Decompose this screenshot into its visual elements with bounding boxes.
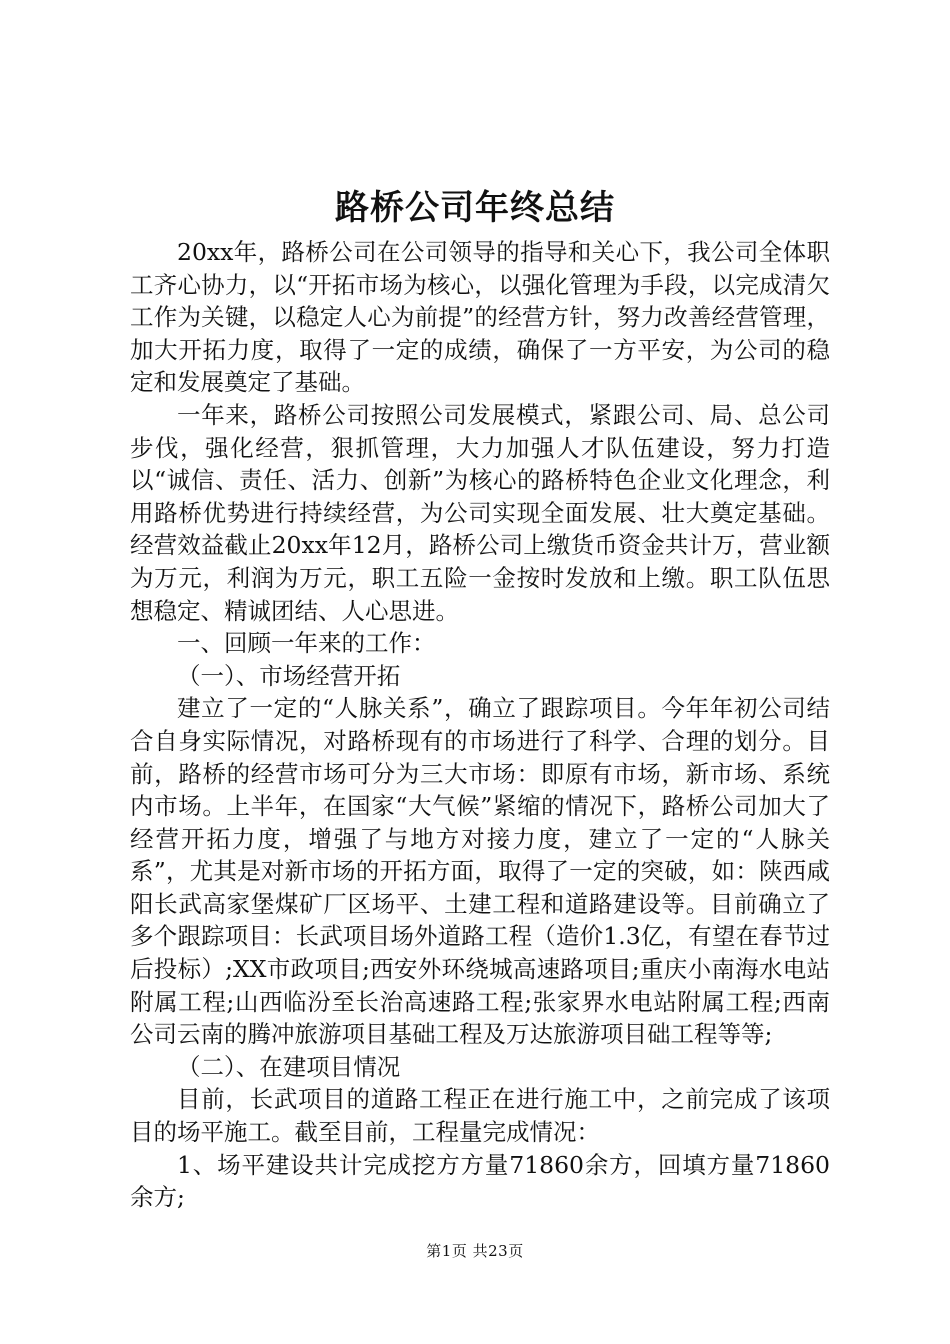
page-footer: 第1页 共23页 [426, 1242, 524, 1260]
paragraph: 建立了一定的“人脉关系”，确立了跟踪项目。今年年初公司结合自身实际情况，对路桥现有的市场进行了科学、合理的划分。目前，路桥的经营市场可分为三大市场：即原有市场，新市场、系统内市场。上半年，在国家“大气候”紧缩的情况下，路桥公司加大了经营开拓力度，增强了与地方对接力度，建立了一定的“人脉关系”，尤其是对新市场的开拓方面，取得了一定的突破，如：陕西咸阳长武高家堡煤矿厂区场平、土建工程和道路建设等。目前确立了多个跟踪项目：长武项目场外道路工程（造价1.3亿，有望在春节过后投标）;XX市政项目;西安外环绕城高速路项目;重庆小南海水电站附属工程;山西临汾至长治高速路工程;张家界水电站附属工程;西南公司云南的腾冲旅游项目基础工程及万达旅游项目础工程等等; [130, 694, 830, 1049]
document-body [130, 236, 830, 1214]
paragraph: 20xx年，路桥公司在公司领导的指导和关心下，我公司全体职工齐心协力，以“开拓市场为核心，以强化管理为手段，以完成清欠工作为关键，以稳定人心为前提”的经营方针，努力改善经营管理，加大开拓力度，取得了一定的成绩，确保了一方平安，为公司的稳定和发展奠定了基础。 [130, 238, 830, 397]
paragraph: 一年来，路桥公司按照公司发展模式，紧跟公司、局、总公司步伐，强化经营，狠抓管理，大力加强人才队伍建设，努力打造以“诚信、责任、活力、创新”为核心的路桥特色企业文化理念，利用路桥优势进行持续经营，为公司实现全面发展、壮大奠定基础。经营效益截止20xx年12月，路桥公司上缴货币资金共计万，营业额为万元，利润为万元，职工五险一金按时发放和上缴。职工队伍思想稳定、精诚团结、人心思进。 [130, 400, 830, 625]
section-heading: 一、回顾一年来的工作： [177, 629, 436, 658]
document-title: 路桥公司年终总结 [335, 188, 615, 228]
subsection-heading: （一）、市场经营开拓 [177, 661, 401, 690]
paragraph: 1、场平建设共计完成挖方方量71860余方，回填方量71860余方; [130, 1150, 830, 1212]
subsection-heading: （二）、在建项目情况 [177, 1052, 401, 1081]
paragraph: 目前，长武项目的道路工程正在进行施工中，之前完成了该项目的场平施工。截至目前，工程量完成情况： [130, 1085, 830, 1147]
